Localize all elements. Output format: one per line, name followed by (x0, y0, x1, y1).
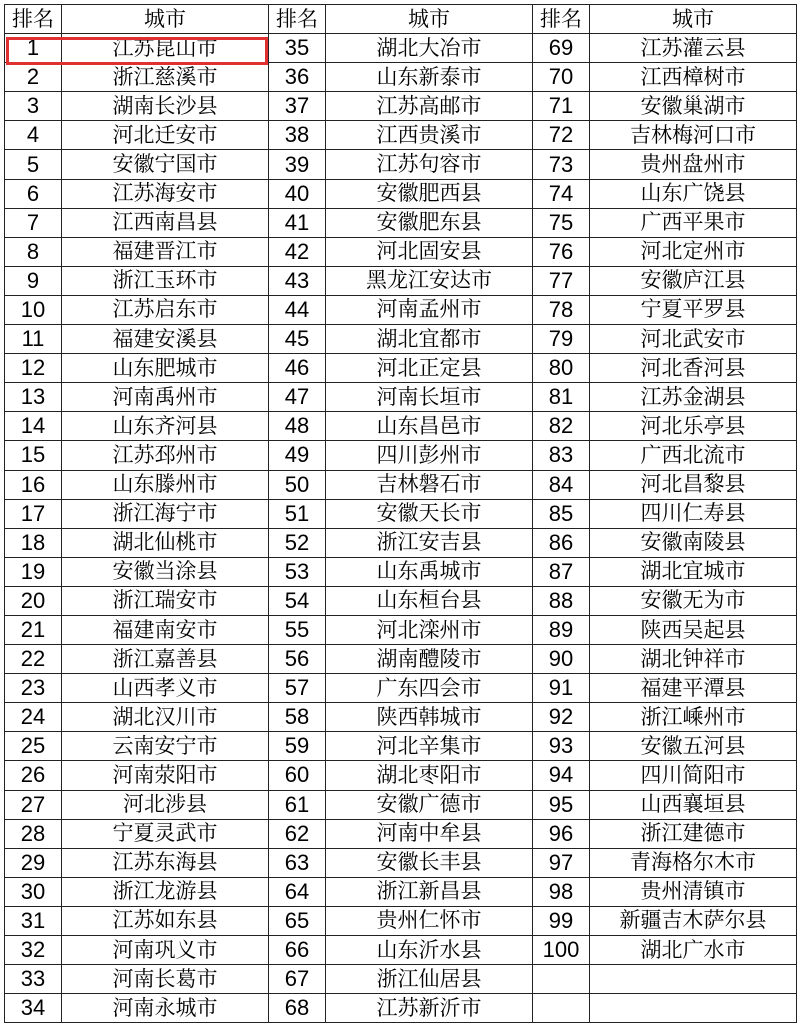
city-cell: 山东广饶县 (590, 179, 797, 208)
table-row (5, 34, 797, 63)
rank-cell: 90 (533, 645, 590, 674)
city-cell: 黑龙江安达市 (326, 266, 533, 295)
city-cell: 河南中牟县 (326, 819, 533, 848)
table-row (5, 150, 797, 179)
city-header: 城市 (326, 5, 533, 34)
city-cell: 浙江安吉县 (326, 528, 533, 557)
rank-cell: 45 (269, 325, 326, 354)
city-cell: 江苏灌云县 (590, 34, 797, 63)
table-row (5, 499, 797, 528)
city-cell: 河北乐亭县 (590, 412, 797, 441)
rank-cell: 2 (5, 63, 62, 92)
table-row (5, 208, 797, 237)
table-row (5, 295, 797, 324)
city-cell: 河北涉县 (62, 790, 269, 819)
city-cell: 湖南醴陵市 (326, 645, 533, 674)
rank-cell: 8 (5, 237, 62, 266)
rank-cell: 76 (533, 237, 590, 266)
rank-cell: 40 (269, 179, 326, 208)
city-cell: 吉林梅河口市 (590, 121, 797, 150)
rank-cell: 82 (533, 412, 590, 441)
rank-cell: 38 (269, 121, 326, 150)
city-cell: 湖北汉川市 (62, 703, 269, 732)
rank-cell: 97 (533, 848, 590, 877)
city-cell: 山西孝义市 (62, 674, 269, 703)
table-row (5, 63, 797, 92)
city-cell: 江西贵溪市 (326, 121, 533, 150)
rank-cell: 3 (5, 92, 62, 121)
rank-cell: 44 (269, 295, 326, 324)
city-cell: 江苏高邮市 (326, 92, 533, 121)
city-cell: 河北迁安市 (62, 121, 269, 150)
rank-cell: 11 (5, 325, 62, 354)
rank-cell: 15 (5, 441, 62, 470)
rank-cell: 52 (269, 528, 326, 557)
rank-cell: 69 (533, 34, 590, 63)
city-cell: 福建南安市 (62, 615, 269, 644)
rank-cell: 85 (533, 499, 590, 528)
city-cell: 浙江慈溪市 (62, 63, 269, 92)
rank-cell: 67 (269, 965, 326, 994)
rank-cell: 83 (533, 441, 590, 470)
city-cell: 陕西韩城市 (326, 703, 533, 732)
rank-header: 排名 (533, 5, 590, 34)
rank-cell: 84 (533, 470, 590, 499)
rank-cell: 98 (533, 877, 590, 906)
rank-cell: 95 (533, 790, 590, 819)
table-row (5, 412, 797, 441)
city-header: 城市 (590, 5, 797, 34)
city-cell: 河南禹州市 (62, 383, 269, 412)
city-cell: 福建安溪县 (62, 325, 269, 354)
city-cell: 河南长垣市 (326, 383, 533, 412)
rank-cell: 99 (533, 906, 590, 935)
rank-cell: 21 (5, 615, 62, 644)
rank-cell: 56 (269, 645, 326, 674)
city-cell: 江苏句容市 (326, 150, 533, 179)
rank-cell: 60 (269, 761, 326, 790)
city-cell: 河北昌黎县 (590, 470, 797, 499)
rank-cell: 62 (269, 819, 326, 848)
city-cell (590, 965, 797, 994)
city-cell: 河北辛集市 (326, 732, 533, 761)
rank-cell: 13 (5, 383, 62, 412)
rank-cell: 12 (5, 354, 62, 383)
table-row (5, 877, 797, 906)
city-cell: 河南荥阳市 (62, 761, 269, 790)
table-row (5, 383, 797, 412)
rank-cell: 55 (269, 615, 326, 644)
table-row (5, 121, 797, 150)
rank-cell: 100 (533, 936, 590, 965)
rank-cell: 20 (5, 586, 62, 615)
rank-cell: 33 (5, 965, 62, 994)
city-cell: 河南孟州市 (326, 295, 533, 324)
city-cell: 江西南昌县 (62, 208, 269, 237)
city-cell: 浙江玉环市 (62, 266, 269, 295)
city-cell: 湖北枣阳市 (326, 761, 533, 790)
table-row (5, 92, 797, 121)
city-cell: 河北固安县 (326, 237, 533, 266)
city-cell: 湖北大冶市 (326, 34, 533, 63)
rank-cell: 68 (269, 994, 326, 1023)
ranking-sheet (4, 4, 796, 1024)
rank-cell: 94 (533, 761, 590, 790)
city-cell: 江苏新沂市 (326, 994, 533, 1023)
city-cell: 广西北流市 (590, 441, 797, 470)
rank-cell: 22 (5, 645, 62, 674)
city-cell: 河北正定县 (326, 354, 533, 383)
city-cell: 湖北宜城市 (590, 557, 797, 586)
table-row (5, 674, 797, 703)
table-row (5, 354, 797, 383)
city-cell: 四川简阳市 (590, 761, 797, 790)
rank-cell: 66 (269, 936, 326, 965)
rank-cell: 36 (269, 63, 326, 92)
rank-cell: 23 (5, 674, 62, 703)
table-row (5, 645, 797, 674)
city-cell: 安徽长丰县 (326, 848, 533, 877)
rank-cell: 63 (269, 848, 326, 877)
rank-cell: 77 (533, 266, 590, 295)
city-cell: 陕西吴起县 (590, 615, 797, 644)
rank-cell: 35 (269, 34, 326, 63)
rank-header: 排名 (5, 5, 62, 34)
city-cell: 安徽宁国市 (62, 150, 269, 179)
rank-cell: 86 (533, 528, 590, 557)
rank-cell: 64 (269, 877, 326, 906)
city-cell: 浙江龙游县 (62, 877, 269, 906)
table-row (5, 994, 797, 1023)
city-cell: 山东新泰市 (326, 63, 533, 92)
rank-cell: 93 (533, 732, 590, 761)
table-row (5, 179, 797, 208)
city-cell: 山东桓台县 (326, 586, 533, 615)
table-row (5, 325, 797, 354)
rank-cell: 17 (5, 499, 62, 528)
city-cell: 贵州清镇市 (590, 877, 797, 906)
city-cell: 安徽肥东县 (326, 208, 533, 237)
rank-cell: 81 (533, 383, 590, 412)
city-cell: 广东四会市 (326, 674, 533, 703)
rank-cell: 27 (5, 790, 62, 819)
rank-cell: 91 (533, 674, 590, 703)
rank-cell: 54 (269, 586, 326, 615)
rank-cell: 59 (269, 732, 326, 761)
city-cell: 浙江建德市 (590, 819, 797, 848)
rank-header: 排名 (269, 5, 326, 34)
table-row (5, 936, 797, 965)
city-cell: 贵州仁怀市 (326, 906, 533, 935)
table-row (5, 819, 797, 848)
city-cell: 河北滦州市 (326, 615, 533, 644)
rank-cell: 39 (269, 150, 326, 179)
city-cell: 安徽天长市 (326, 499, 533, 528)
city-cell: 安徽庐江县 (590, 266, 797, 295)
city-cell: 湖北广水市 (590, 936, 797, 965)
table-row (5, 848, 797, 877)
rank-cell: 5 (5, 150, 62, 179)
rank-cell: 80 (533, 354, 590, 383)
city-cell: 安徽巢湖市 (590, 92, 797, 121)
city-cell: 安徽广德市 (326, 790, 533, 819)
city-cell: 宁夏平罗县 (590, 295, 797, 324)
rank-cell: 7 (5, 208, 62, 237)
rank-cell (533, 994, 590, 1023)
rank-cell: 71 (533, 92, 590, 121)
city-cell: 湖南长沙县 (62, 92, 269, 121)
city-cell: 浙江嘉善县 (62, 645, 269, 674)
rank-cell: 88 (533, 586, 590, 615)
rank-cell: 37 (269, 92, 326, 121)
rank-cell: 10 (5, 295, 62, 324)
city-cell: 浙江海宁市 (62, 499, 269, 528)
rank-cell: 19 (5, 557, 62, 586)
rank-cell: 78 (533, 295, 590, 324)
table-row (5, 586, 797, 615)
rank-cell: 25 (5, 732, 62, 761)
header-row (5, 5, 797, 34)
ranking-body (5, 34, 797, 1023)
rank-cell: 29 (5, 848, 62, 877)
city-cell: 浙江嵊州市 (590, 703, 797, 732)
rank-cell: 42 (269, 237, 326, 266)
city-cell: 安徽南陵县 (590, 528, 797, 557)
city-cell: 河北香河县 (590, 354, 797, 383)
city-cell: 福建平潭县 (590, 674, 797, 703)
rank-cell: 30 (5, 877, 62, 906)
rank-cell: 46 (269, 354, 326, 383)
city-cell: 安徽肥西县 (326, 179, 533, 208)
rank-cell: 74 (533, 179, 590, 208)
table-row (5, 528, 797, 557)
table-row (5, 470, 797, 499)
rank-cell: 41 (269, 208, 326, 237)
ranking-table (4, 4, 797, 1023)
rank-cell: 87 (533, 557, 590, 586)
rank-cell: 50 (269, 470, 326, 499)
city-cell: 浙江新昌县 (326, 877, 533, 906)
city-cell: 江苏东海县 (62, 848, 269, 877)
city-cell: 江苏金湖县 (590, 383, 797, 412)
table-row (5, 965, 797, 994)
table-row (5, 557, 797, 586)
city-cell: 江苏邳州市 (62, 441, 269, 470)
table-row (5, 790, 797, 819)
table-row (5, 761, 797, 790)
table-row (5, 906, 797, 935)
city-cell: 安徽当涂县 (62, 557, 269, 586)
rank-cell: 72 (533, 121, 590, 150)
city-cell (590, 994, 797, 1023)
city-cell: 河北定州市 (590, 237, 797, 266)
rank-cell: 43 (269, 266, 326, 295)
rank-cell: 18 (5, 528, 62, 557)
city-cell: 河南巩义市 (62, 936, 269, 965)
rank-cell: 34 (5, 994, 62, 1023)
rank-cell: 48 (269, 412, 326, 441)
city-cell: 河北武安市 (590, 325, 797, 354)
rank-cell: 51 (269, 499, 326, 528)
city-cell: 安徽五河县 (590, 732, 797, 761)
rank-cell: 32 (5, 936, 62, 965)
rank-cell: 96 (533, 819, 590, 848)
rank-cell: 58 (269, 703, 326, 732)
city-cell: 山东禹城市 (326, 557, 533, 586)
rank-cell: 1 (5, 34, 62, 63)
table-row (5, 441, 797, 470)
city-cell: 江苏启东市 (62, 295, 269, 324)
city-cell: 山东齐河县 (62, 412, 269, 441)
rank-cell: 31 (5, 906, 62, 935)
table-row (5, 615, 797, 644)
city-cell: 山东肥城市 (62, 354, 269, 383)
city-cell: 江苏海安市 (62, 179, 269, 208)
city-cell: 湖北钟祥市 (590, 645, 797, 674)
city-cell: 山东昌邑市 (326, 412, 533, 441)
rank-cell: 49 (269, 441, 326, 470)
city-cell: 湖北宜都市 (326, 325, 533, 354)
rank-cell: 65 (269, 906, 326, 935)
city-cell: 青海格尔木市 (590, 848, 797, 877)
rank-cell: 16 (5, 470, 62, 499)
city-cell: 湖北仙桃市 (62, 528, 269, 557)
city-cell: 浙江瑞安市 (62, 586, 269, 615)
rank-cell: 75 (533, 208, 590, 237)
rank-cell: 26 (5, 761, 62, 790)
city-cell: 山东滕州市 (62, 470, 269, 499)
city-cell: 安徽无为市 (590, 586, 797, 615)
table-row (5, 237, 797, 266)
rank-cell (533, 965, 590, 994)
rank-cell: 92 (533, 703, 590, 732)
rank-cell: 47 (269, 383, 326, 412)
city-cell: 吉林磐石市 (326, 470, 533, 499)
rank-cell: 61 (269, 790, 326, 819)
rank-cell: 14 (5, 412, 62, 441)
city-cell: 云南安宁市 (62, 732, 269, 761)
city-cell: 四川彭州市 (326, 441, 533, 470)
rank-cell: 57 (269, 674, 326, 703)
city-cell: 广西平果市 (590, 208, 797, 237)
city-cell: 江西樟树市 (590, 63, 797, 92)
city-cell: 新疆吉木萨尔县 (590, 906, 797, 935)
city-cell: 河南永城市 (62, 994, 269, 1023)
rank-cell: 9 (5, 266, 62, 295)
rank-cell: 53 (269, 557, 326, 586)
rank-cell: 6 (5, 179, 62, 208)
rank-cell: 24 (5, 703, 62, 732)
city-cell: 河南长葛市 (62, 965, 269, 994)
city-cell: 宁夏灵武市 (62, 819, 269, 848)
city-cell: 贵州盘州市 (590, 150, 797, 179)
rank-cell: 28 (5, 819, 62, 848)
rank-cell: 73 (533, 150, 590, 179)
table-row (5, 732, 797, 761)
city-cell: 江苏昆山市 (62, 34, 269, 63)
city-cell: 山西襄垣县 (590, 790, 797, 819)
table-row (5, 703, 797, 732)
rank-cell: 4 (5, 121, 62, 150)
table-row (5, 266, 797, 295)
city-header: 城市 (62, 5, 269, 34)
rank-cell: 89 (533, 615, 590, 644)
rank-cell: 70 (533, 63, 590, 92)
city-cell: 四川仁寿县 (590, 499, 797, 528)
city-cell: 山东沂水县 (326, 936, 533, 965)
city-cell: 福建晋江市 (62, 237, 269, 266)
city-cell: 江苏如东县 (62, 906, 269, 935)
rank-cell: 79 (533, 325, 590, 354)
city-cell: 浙江仙居县 (326, 965, 533, 994)
